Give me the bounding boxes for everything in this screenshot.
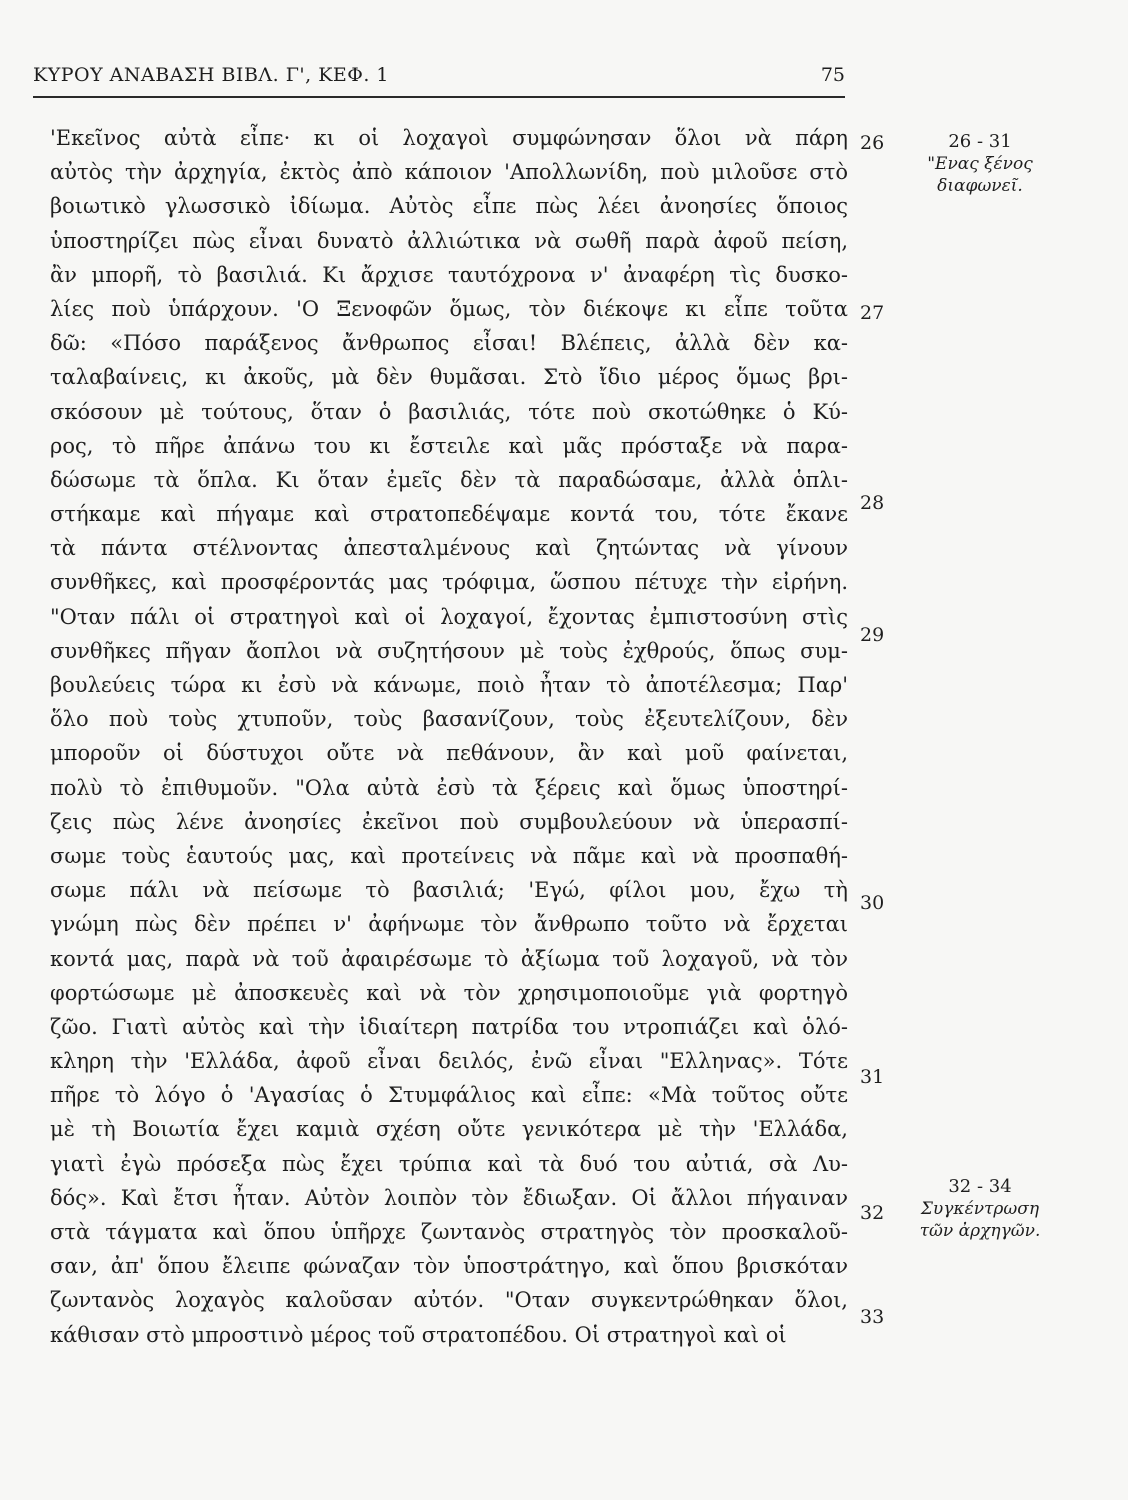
main-text: [50, 121, 848, 1352]
text-line: μὲ τὴ Βοιωτία ἔχει καμιὰ σχέση οὔτε γενικότερα μὲ τὴν 'Ελλάδα,: [50, 1117, 848, 1142]
text-line: ζωντανὸς λοχαγὸς καλοῦσαν αὐτόν. "Οταν συγκεντρώθηκαν ὅλοι,: [50, 1288, 848, 1313]
text-line: ρος, τὸ πῆρε ἀπάνω του κι ἔστειλε καὶ μᾶς πρόσταξε νὰ παρα-: [50, 433, 848, 458]
text-line: στήκαμε καὶ πήγαμε καὶ στρατοπεδέψαμε κοντά του, τότε ἔκανε: [50, 502, 848, 527]
text-line: σωμε τοὺς ἑαυτούς μας, καὶ προτείνεις νὰ πᾶμε καὶ νὰ προσπαθή-: [50, 843, 848, 868]
text-line: ταλαβαίνεις, κι ἀκοῦς, μὰ δὲν θυμᾶσαι. Στὸ ἴδιο μέρος ὅμως βρι-: [50, 365, 848, 390]
text-line: γνώμη πὼς δὲν πρέπει ν' ἀφήνωμε τὸν ἄνθρωπο τοῦτο νὰ ἔρχεται: [50, 912, 848, 937]
text-line: πολὺ τὸ ἐπιθυμοῦν. "Ολα αὐτὰ ἐσὺ τὰ ξέρεις καὶ ὅμως ὑποστηρί-: [50, 775, 848, 800]
text-line: βοιωτικὸ γλωσσικὸ ἰδίωμα. Αὐτὸς εἶπε πὼς λέει ἀνοησίες ὅποιος: [50, 194, 848, 219]
text-line: "Οταν πάλι οἱ στρατηγοὶ καὶ οἱ λοχαγοί, ἔχοντας ἐμπιστοσύνη στὶς: [50, 604, 848, 629]
text-line: τὰ πάντα στέλνοντας ἀπεσταλμένους καὶ ζητώντας νὰ γίνουν: [50, 536, 848, 561]
sidenote-text: "Ενας ξένος: [927, 154, 1033, 174]
running-title: ΚΥΡΟΥ ΑΝΑΒΑΣΗ ΒΙΒΛ. Γ', ΚΕΦ. 1: [33, 64, 389, 86]
text-line: σαν, ἀπ' ὅπου ἔλειπε φώναζαν τὸν ὑποστράτηγο, καὶ ὅπου βρισκόταν: [50, 1254, 848, 1279]
section-number: 31: [860, 1066, 885, 1088]
text-line: συνθῆκες πῆγαν ἄοπλοι νὰ συζητήσουν μὲ τοὺς ἐχθρούς, ὅπως συμ-: [50, 638, 848, 663]
section-number: 27: [860, 302, 885, 324]
sidenote-text: τῶν ἀρχηγῶν.: [919, 1221, 1041, 1241]
section-number: 29: [860, 624, 885, 646]
sidenote-range: 32 - 34: [948, 1176, 1012, 1197]
section-number: 30: [860, 892, 885, 914]
text-line: ὑποστηρίζει πὼς εἶναι δυνατὸ ἀλλιώτικα νὰ σωθῆ παρὰ ἀφοῦ πείση,: [50, 228, 848, 253]
sidenote-text: Συγκέντρωση: [920, 1199, 1040, 1219]
text-line: βουλεύεις τώρα κι ἐσὺ νὰ κάνωμε, ποιὸ ἦταν τὸ ἀποτέλεσμα; Παρ': [50, 673, 848, 697]
sidenote-text: διαφωνεῖ.: [937, 176, 1023, 196]
text-line: αὐτὸς τὴν ἀρχηγία, ἐκτὸς ἀπὸ κάποιον 'Απολλωνίδη, ποὺ μιλοῦσε στὸ: [50, 160, 848, 185]
page-header: [33, 60, 845, 98]
text-line: δός». Καὶ ἔτσι ἦταν. Αὐτὸν λοιπὸν τὸν ἔδιωξαν. Οἱ ἄλλοι πήγαιναν: [50, 1185, 848, 1210]
sidenote-dissent: [905, 131, 1055, 197]
text-line: 'Εκεῖνος αὐτὰ εἶπε· κι οἱ λοχαγοὶ συμφώνησαν ὅλοι νὰ πάρη: [50, 126, 848, 150]
sidenote-range: 26 - 31: [948, 131, 1012, 152]
text-line: δῶ: «Πόσο παράξενος ἄνθρωπος εἶσαι! Βλέπεις, ἀλλὰ δὲν κα-: [50, 331, 848, 356]
page-number: 75: [820, 64, 845, 86]
text-line: κληρη τὴν 'Ελλάδα, ἀφοῦ εἶναι δειλός, ἐνῶ εἶναι "Ελληνας». Τότε: [50, 1049, 848, 1074]
text-line: μποροῦν οἱ δύστυχοι οὔτε νὰ πεθάνουν, ἂν καὶ μοῦ φαίνεται,: [50, 741, 848, 766]
text-line: πῆρε τὸ λόγο ὁ 'Αγασίας ὁ Στυμφάλιος καὶ εἶπε: «Μὰ τοῦτος οὔτε: [50, 1083, 848, 1108]
text-line: κάθισαν στὸ μπροστινὸ μέρος τοῦ στρατοπέδου. Οἱ στρατηγοὶ καὶ οἱ: [50, 1322, 787, 1347]
section-number: 32: [860, 1202, 885, 1224]
text-line: συνθῆκες, καὶ προσφέροντάς μας τρόφιμα, ὥσπου πέτυχε τὴν εἰρήνη.: [50, 570, 848, 595]
sidenote-assembly: [905, 1176, 1055, 1242]
text-line: κοντά μας, παρὰ νὰ τοῦ ἀφαιρέσωμε τὸ ἀξίωμα τοῦ λοχαγοῦ, νὰ τὸν: [50, 946, 848, 971]
text-line: φορτώσωμε μὲ ἀποσκευὲς καὶ νὰ τὸν χρησιμοποιοῦμε γιὰ φορτηγὸ: [50, 980, 848, 1005]
text-line: σωμε πάλι νὰ πείσωμε τὸ βασιλιά; 'Εγώ, φίλοι μου, ἔχω τὴ: [50, 878, 848, 903]
section-number: 33: [860, 1306, 885, 1328]
text-line: ζῶο. Γιατὶ αὐτὸς καὶ τὴν ἰδιαίτερη πατρίδα του ντροπιάζει καὶ ὁλό-: [50, 1014, 848, 1039]
text-line: σκόσουν μὲ τούτους, ὅταν ὁ βασιλιάς, τότε ποὺ σκοτώθηκε ὁ Κύ-: [50, 399, 848, 424]
section-number: 28: [860, 492, 885, 514]
text-line: λίες ποὺ ὑπάρχουν. 'Ο Ξενοφῶν ὅμως, τὸν διέκοψε κι εἶπε τοῦτα: [50, 296, 848, 321]
text-line: ὅλο ποὺ τοὺς χτυποῦν, τοὺς βασανίζουν, τοὺς ἐξευτελίζουν, δὲν: [50, 707, 848, 732]
text-line: ζεις πὼς λένε ἀνοησίες ἐκεῖνοι ποὺ συμβουλεύουν νὰ ὑπερασπί-: [50, 809, 848, 834]
text-line: γιατὶ ἐγὼ πρόσεξα πὼς ἔχει τρύπια καὶ τὰ δυό του αὐτιά, σὰ Λυ-: [50, 1151, 848, 1176]
section-number: 26: [860, 132, 885, 154]
text-line: δώσωμε τὰ ὅπλα. Κι ὅταν ἐμεῖς δὲν τὰ παραδώσαμε, ἀλλὰ ὁπλι-: [50, 467, 848, 492]
text-line: ἂν μπορῆ, τὸ βασιλιά. Κι ἄρχισε ταυτόχρονα ν' ἀναφέρη τὶς δυσκο-: [50, 262, 848, 287]
text-line: στὰ τάγματα καὶ ὅπου ὑπῆρχε ζωντανὸς στρατηγὸς τὸν προσκαλοῦ-: [50, 1220, 848, 1244]
